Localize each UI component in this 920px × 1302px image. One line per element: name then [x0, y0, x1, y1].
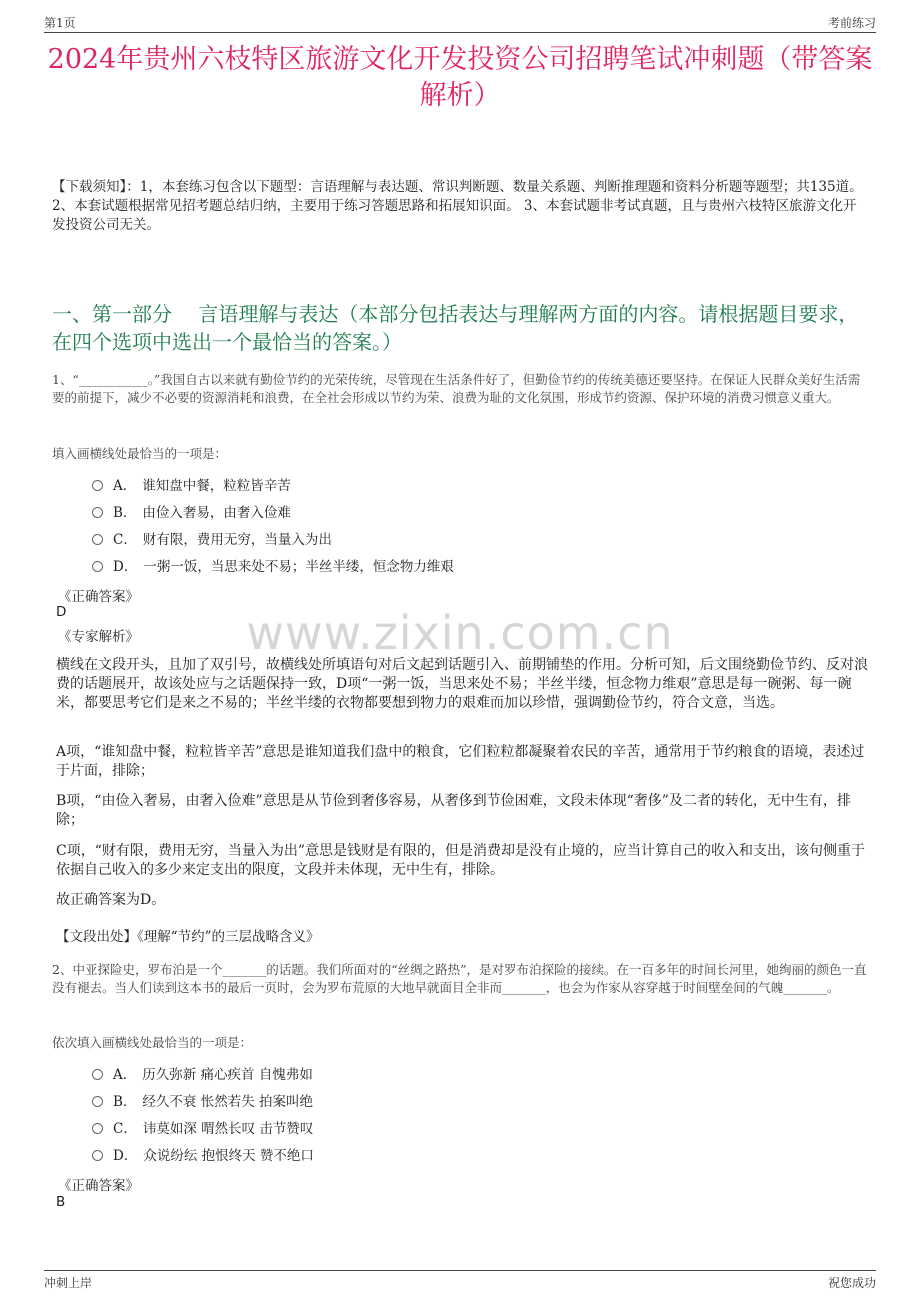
question-1-option-b[interactable]: B． 由俭入奢易，由奢入俭难 [92, 503, 291, 523]
question-1-analysis-paragraph: A项，“谁知盘中餐，粒粒皆辛苦”意思是谁知道我们盘中的粮食，它们粒粒都凝聚着农民的辛苦，通常用于节约粮食的语境，表述过于片面，排除； [56, 744, 865, 779]
question-1-option-d[interactable]: D． 一粥一饭，当思来处不易；半丝半缕，恒念物力维艰 [92, 557, 454, 577]
footer-left: 冲刺上岸 [44, 1276, 93, 1290]
document-title: 2024年贵州六枝特区旅游文化开发投资公司招聘笔试冲刺题（带答案解析） [47, 44, 873, 111]
question-1-source: 【文段出处】《理解“节约”的三层战略含义》 [56, 929, 320, 945]
header-tag: 考前练习 [827, 16, 876, 30]
radio-icon[interactable] [92, 507, 103, 518]
question-1-analysis-paragraph: 横线在文段开头，且加了双引号，故横线处所填语句对后文起到话题引入、前期铺垫的作用。分析可知，后文围绕勤俭节约、反对浪费的话题展开，故该处应与之话题保持一致，D项“一粥一饭，当思来处不易；半丝半缕，恒念物力维艰”意思是每一碗粥、每一碗米，都要思考它们是来之不易的；半丝半缕的衣物都要想到物力的艰难而加以珍惜，强调勤俭节约，符合文意，当选。 [56, 657, 868, 711]
radio-icon[interactable] [92, 1069, 103, 1080]
question-1-option-a[interactable]: A． 谁知盘中餐，粒粒皆辛苦 [92, 476, 291, 496]
question-2-option-d[interactable]: D． 众说纷纭 抱恨终天 赞不绝口 [92, 1146, 314, 1166]
question-2-text: 2、中亚探险史，罗布泊是一个_______的话题。我们所面对的“丝绸之路热”，是对罗布泊探险的接续。在一百多年的时间长河里，她绚丽的颜色一直没有褪去。当人们读到这本书的最后一页时，会为罗布荒原的大地早就面目全非而_______，也会为作家从容穿越于时间壁垒间的气魄_______。 [52, 962, 867, 995]
section-heading: 一、第一部分 言语理解与表达（本部分包括表达与理解两方面的内容。请根据题目要求，在四个选项中选出一个最恰当的答案。） [52, 302, 859, 354]
radio-icon[interactable] [92, 534, 103, 545]
question-1-answer-label: 《正确答案》 [58, 589, 139, 605]
question-1-option-c[interactable]: C． 财有限，费用无穷，当量入为出 [92, 530, 332, 550]
question-1-conclusion: 故正确答案为D。 [56, 892, 166, 908]
footer-right: 祝您成功 [827, 1276, 876, 1290]
radio-icon[interactable] [92, 480, 103, 491]
question-1-text: 1、“___________。”我国自古以来就有勤俭节约的光荣传统，尽管现在生活条件好了，但勤俭节约的传统美德还要坚持。在保证人民群众美好生活需要的前提下，减少不必要的资源消耗和浪费，在全社会形成以节约为荣、浪费为耻的文化氛围，形成节约资源、保护环境的消费习惯意义重大。 [52, 372, 861, 405]
question-2-prompt: 依次填入画横线处最恰当的一项是： [52, 1035, 253, 1050]
question-1-analysis-label: 《专家解析》 [58, 629, 139, 645]
radio-icon[interactable] [92, 1123, 103, 1134]
question-1-answer: D [56, 604, 67, 620]
page-header [44, 12, 876, 33]
page-footer [44, 1270, 876, 1293]
question-2-option-b[interactable]: B． 经久不衰 怅然若失 拍案叫绝 [92, 1092, 313, 1112]
radio-icon[interactable] [92, 561, 103, 572]
question-1-analysis-paragraph: B项，“由俭入奢易，由奢入俭难”意思是从节俭到奢侈容易，从奢侈到节俭困难，文段未体现“奢侈”及二者的转化，无中生有，排除； [56, 793, 851, 828]
question-2-option-a[interactable]: A． 历久弥新 痛心疾首 自愧弗如 [92, 1065, 313, 1085]
watermark: www.zixin.com.cn [246, 606, 674, 660]
question-2-answer-label: 《正确答案》 [58, 1178, 139, 1194]
question-1-analysis-paragraph: C项，“财有限，费用无穷，当量入为出”意思是钱财是有限的，但是消费却是没有止境的，应当计算自己的收入和支出，该句侧重于依据自己收入的多少来定支出的限度，文段并未体现，无中生有，排除。 [56, 843, 866, 878]
page-number: 第1页 [44, 16, 76, 30]
radio-icon[interactable] [92, 1150, 103, 1161]
question-1-prompt: 填入画横线处最恰当的一项是： [52, 446, 228, 461]
download-notice: 【下载须知】：1，本套练习包含以下题型：言语理解与表达题、常识判断题、数量关系题、判断推理题和资料分析题等题型；共135道。 2、本套试题根据常见招考题总结归纳，主要用于练习答题思路和拓展知识面。 3、本套试题非考试真题，且与贵州六枝特区旅游文化开发投资公司无关。 [52, 179, 863, 233]
question-2-option-c[interactable]: C． 讳莫如深 喟然长叹 击节赞叹 [92, 1119, 313, 1139]
question-2-answer: B [56, 1194, 66, 1210]
radio-icon[interactable] [92, 1096, 103, 1107]
